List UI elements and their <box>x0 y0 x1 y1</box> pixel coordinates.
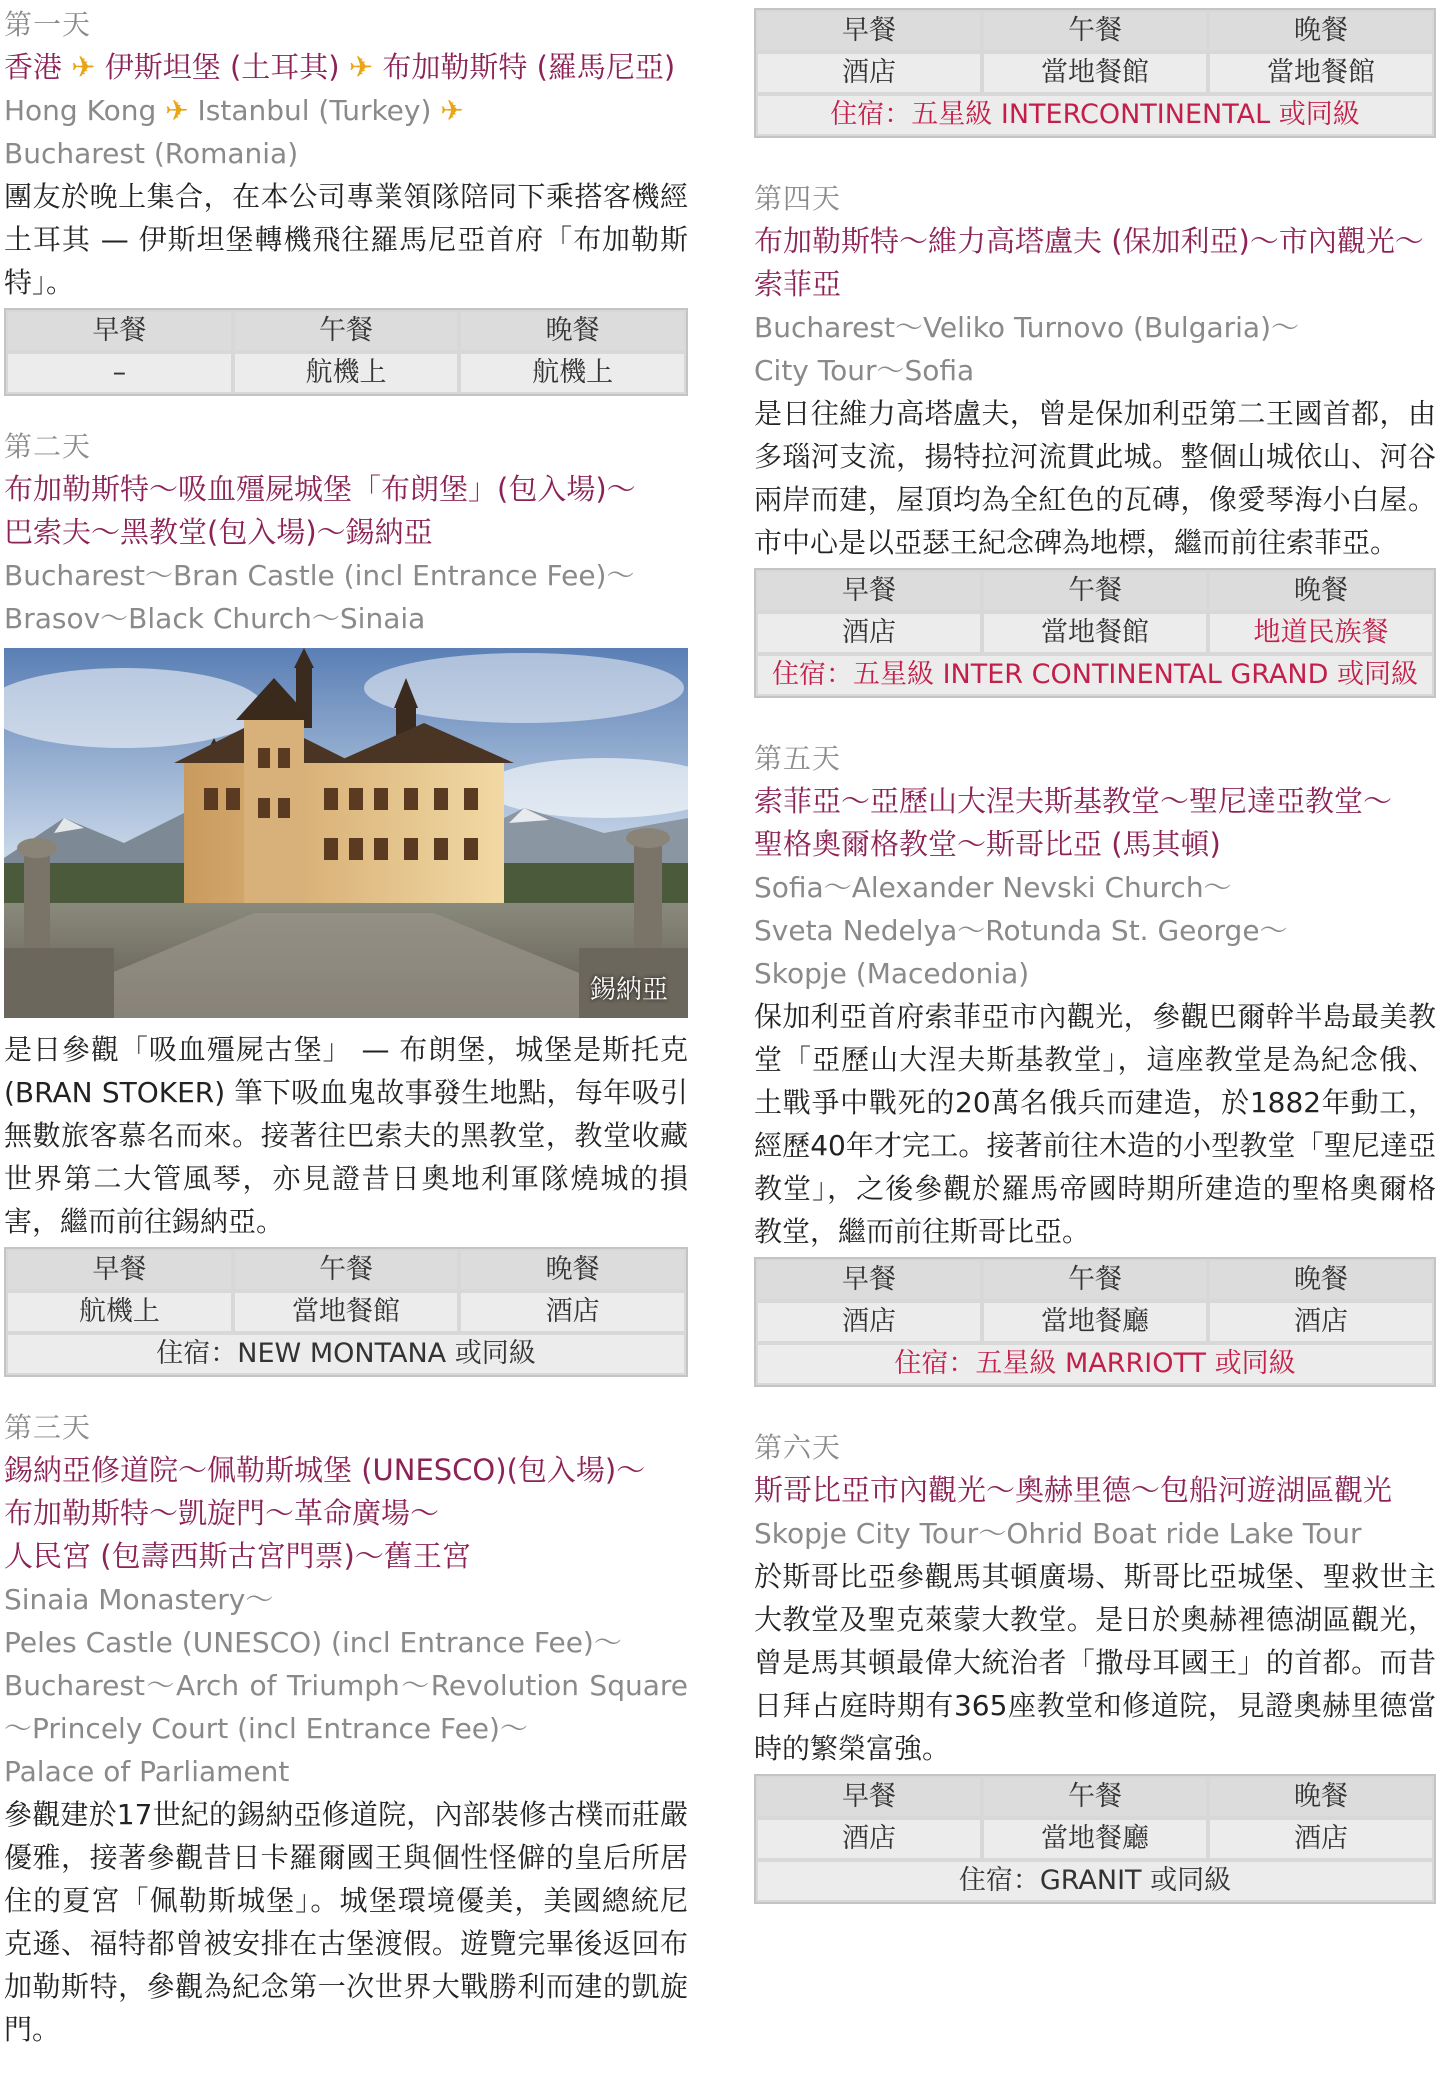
breakfast-value: – <box>8 354 231 392</box>
day-title: 布加勒斯特～維力高塔盧夫 (保加利亞)～市內觀光～ <box>754 224 1424 258</box>
meals-header-row <box>756 570 1434 612</box>
breakfast-header: 早餐 <box>758 12 980 50</box>
day-6-section <box>754 1427 1436 1904</box>
day-english-route: Bucharest (Romania) <box>4 137 299 170</box>
dinner-value: 酒店 <box>1210 1820 1432 1858</box>
en-segment: Istanbul (Turkey) <box>188 94 441 127</box>
lunch-value: 當地餐館 <box>984 54 1206 92</box>
day-label: 第五天 <box>754 742 842 775</box>
day-english-route: Sofia～Alexander Nevski Church～ <box>754 871 1232 904</box>
day-english-route: Bucharest～Veliko Turnovo (Bulgaria)～ <box>754 311 1300 344</box>
lunch-value: 當地餐廳 <box>984 1303 1206 1341</box>
day-label: 第一天 <box>4 8 92 41</box>
accommodation: 住宿：五星級 INTERCONTINENTAL 或同級 <box>758 96 1432 134</box>
title-segment: 香港 <box>4 50 72 84</box>
meals-table <box>4 308 688 396</box>
day-description: 是日往維力高塔盧夫，曾是保加利亞第二王國首都，由多瑙河支流，揚特拉河流貫此城。整個山城依山、河谷兩岸而建，屋頂均為全紅色的瓦磚，像愛琴海小白屋。市中心是以亞瑟王紀念碑為地標，繼而前往索菲亞。 <box>754 397 1436 559</box>
meals-header-row <box>756 10 1434 52</box>
photo-caption: 錫納亞 <box>589 975 668 1005</box>
day-english-route: ～Princely Court (incl Entrance Fee)～ <box>4 1712 528 1745</box>
meals-value-row <box>756 52 1434 94</box>
breakfast-header: 早餐 <box>8 312 231 350</box>
lunch-value: 當地餐館 <box>235 1293 458 1331</box>
day-label: 第二天 <box>4 430 92 463</box>
breakfast-value: 酒店 <box>758 1303 980 1341</box>
meals-value-row <box>6 352 686 394</box>
day-english-route: Skopje City Tour～Ohrid Boat ride Lake Tour <box>754 1517 1362 1550</box>
dinner-value: 酒店 <box>1210 1303 1432 1341</box>
lunch-header: 午餐 <box>235 312 458 350</box>
day-english-route: City Tour～Sofia <box>754 354 975 387</box>
meals-header-row <box>756 1259 1434 1301</box>
day-label: 第四天 <box>754 182 842 215</box>
meals-table <box>754 1257 1436 1387</box>
day-description: 團友於晚上集合，在本公司專業領隊陪同下乘搭客機經土耳其 — 伊斯坦堡轉機飛往羅馬尼亞首府「布加勒斯特」。 <box>4 180 688 299</box>
day-1-section <box>4 4 688 396</box>
day-description: 參觀建於17世紀的錫納亞修道院，內部裝修古樸而莊嚴優雅，接著參觀昔日卡羅爾國王與個性怪僻的皇后所居住的夏宮「佩勒斯城堡」。城堡環境優美，美國總統尼克遜、福特都曾被安排在古堡渡假。遊覽完畢後返回布加勒斯特，參觀為紀念第一次世界大戰勝利而建的凱旋門。 <box>4 1798 688 2046</box>
dinner-header: 晚餐 <box>461 312 684 350</box>
meals-header-row <box>756 1776 1434 1818</box>
day-english-route: Skopje (Macedonia) <box>754 957 1030 990</box>
left-column <box>4 4 688 2051</box>
meals-value-row <box>756 612 1434 654</box>
day-english-route: Sveta Nedelya～Rotunda St. George～ <box>754 914 1288 947</box>
breakfast-value: 酒店 <box>758 54 980 92</box>
breakfast-value: 航機上 <box>8 1293 231 1331</box>
day-title: 錫納亞修道院～佩勒斯城堡 (UNESCO)(包入場)～ <box>4 1453 646 1487</box>
day-english-route: Bucharest～Bran Castle (incl Entrance Fee)～ <box>4 559 635 592</box>
lunch-header: 午餐 <box>984 572 1206 610</box>
title-segment: 布加勒斯特 (羅馬尼亞) <box>373 50 676 84</box>
day-label: 第六天 <box>754 1431 842 1464</box>
en-segment: Hong Kong <box>4 94 166 127</box>
day-title: 索菲亞 <box>754 267 842 301</box>
title-segment: 伊斯坦堡 (土耳其) <box>95 50 349 84</box>
day-english-route: Bucharest～Arch of Triumph～Revolution Square <box>4 1669 688 1702</box>
day-label: 第三天 <box>4 1411 92 1444</box>
dinner-header: 晚餐 <box>1210 572 1432 610</box>
day-3-section <box>4 1407 688 2051</box>
breakfast-header: 早餐 <box>758 1778 980 1816</box>
accommodation: 住宿：NEW MONTANA 或同級 <box>8 1335 684 1373</box>
breakfast-header: 早餐 <box>758 1261 980 1299</box>
lunch-header: 午餐 <box>984 1778 1206 1816</box>
dinner-header: 晚餐 <box>1210 12 1432 50</box>
dinner-value: 航機上 <box>461 354 684 392</box>
breakfast-header: 早餐 <box>8 1251 231 1289</box>
day-english-route: Brasov～Black Church～Sinaia <box>4 602 426 635</box>
day-title: 聖格奧爾格教堂～斯哥比亞 (馬其頓) <box>754 827 1221 861</box>
breakfast-value: 酒店 <box>758 1820 980 1858</box>
breakfast-value: 酒店 <box>758 614 980 652</box>
meals-header-row <box>6 310 686 352</box>
accommodation: 住宿：五星級 MARRIOTT 或同級 <box>758 1345 1432 1383</box>
day-english-route: Peles Castle (UNESCO) (incl Entrance Fee)～ <box>4 1626 622 1659</box>
day-title: 索菲亞～亞歷山大涅夫斯基教堂～聖尼達亞教堂～ <box>754 784 1393 818</box>
lunch-value: 航機上 <box>235 354 458 392</box>
day-4-section <box>754 178 1436 698</box>
meals-value-row <box>756 1818 1434 1860</box>
dinner-value: 酒店 <box>461 1293 684 1331</box>
day-description: 是日參觀「吸血殭屍古堡」 — 布朗堡，城堡是斯托克 (BRAN STOKER) 筆下吸血鬼故事發生地點，每年吸引無數旅客慕名而來。接著往巴索夫的黑教堂，教堂收藏世界第二大管風琴，亦見證昔日奧地利軍隊燒城的損害，繼而前往錫納亞。 <box>4 1033 688 1238</box>
lunch-header: 午餐 <box>984 12 1206 50</box>
plane-icon: ✈ <box>348 50 374 84</box>
day-title: 布加勒斯特～吸血殭屍城堡「布朗堡」(包入場)～ <box>4 472 636 506</box>
day-english-route: Palace of Parliament <box>4 1755 290 1788</box>
day-2-section <box>4 426 688 1377</box>
day-title: 布加勒斯特～凱旋門～革命廣場～ <box>4 1496 440 1530</box>
day-title: 巴索夫～黑教堂(包入場)～錫納亞 <box>4 515 433 549</box>
castle-illustration <box>4 648 688 1018</box>
plane-icon: ✈ <box>440 94 464 127</box>
lunch-header: 午餐 <box>235 1251 458 1289</box>
plane-icon: ✈ <box>71 50 96 84</box>
lunch-value: 當地餐館 <box>984 614 1206 652</box>
plane-icon: ✈ <box>165 94 189 127</box>
meals-value-row <box>6 1291 686 1333</box>
breakfast-header: 早餐 <box>758 572 980 610</box>
meals-table <box>4 1247 688 1377</box>
dinner-value: 當地餐館 <box>1210 54 1432 92</box>
day-title: 人民宮 (包壽西斯古宮門票)～舊王宮 <box>4 1539 471 1573</box>
day-description: 保加利亞首府索菲亞市內觀光，參觀巴爾幹半島最美教堂「亞歷山大涅夫斯基教堂」，這座教堂是為紀念俄、土戰爭中戰死的20萬名俄兵而建造，於1882年動工，經歷40年才完工。接著前往木造的小型教堂「聖尼達亞教堂」，之後參觀於羅馬帝國時期所建造的聖格奧爾格教堂，繼而前往斯哥比亞。 <box>754 1000 1436 1248</box>
meals-table <box>754 8 1436 138</box>
meals-table <box>754 568 1436 698</box>
day-5-section <box>754 738 1436 1387</box>
meals-header-row <box>6 1249 686 1291</box>
lunch-value: 當地餐廳 <box>984 1820 1206 1858</box>
day-description: 於斯哥比亞參觀馬其頓廣場、斯哥比亞城堡、聖救世主大教堂及聖克萊蒙大教堂。是日於奧赫裡德湖區觀光，曾是馬其頓最偉大統治者「撒母耳國王」的首都。而昔日拜占庭時期有365座教堂和修道院，見證奧赫里德當時的繁榮富強。 <box>754 1560 1436 1765</box>
day-english-route <box>4 89 688 132</box>
day-title <box>4 46 688 89</box>
right-column <box>754 4 1436 1904</box>
dinner-value: 地道民族餐 <box>1210 614 1432 652</box>
accommodation: 住宿：GRANIT 或同級 <box>758 1862 1432 1900</box>
meals-value-row <box>756 1301 1434 1343</box>
castle-photo <box>4 648 688 1018</box>
dinner-header: 晚餐 <box>1210 1261 1432 1299</box>
dinner-header: 晚餐 <box>1210 1778 1432 1816</box>
accommodation: 住宿：五星級 INTER CONTINENTAL GRAND 或同級 <box>758 656 1432 694</box>
dinner-header: 晚餐 <box>461 1251 684 1289</box>
meals-table <box>754 1774 1436 1904</box>
day-title: 斯哥比亞市內觀光～奧赫里德～包船河遊湖區觀光 <box>754 1473 1393 1507</box>
day-english-route: Sinaia Monastery～ <box>4 1583 274 1616</box>
lunch-header: 午餐 <box>984 1261 1206 1299</box>
